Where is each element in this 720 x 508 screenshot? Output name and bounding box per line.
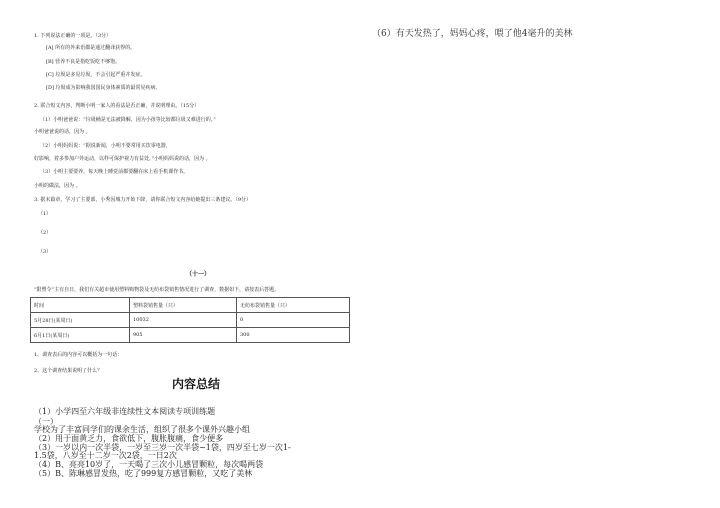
- question-1-option-d: [D] 垃圾成为影响我国国民身体素质的最常见疾病。: [46, 85, 161, 91]
- question-2-part-1: （1）小明爸爸说：“垃圾桶是无法被降解，因为小孩等比较都垃圾又难进行的。”: [40, 117, 216, 123]
- section-label: （十一）: [186, 271, 211, 278]
- question-2-part-1-answer: 小明爸爸说的话，因为 。: [34, 129, 91, 135]
- table-cell: 300: [237, 328, 350, 343]
- table-cell: 0: [237, 313, 350, 328]
- table-header-row: [31, 298, 350, 313]
- sales-table: [30, 297, 350, 343]
- summary-title: 内容总结: [172, 377, 221, 391]
- question-3-blank-3: （3）: [38, 249, 52, 255]
- after-table-question-2: 2、这个调查结果说明了什么？: [34, 368, 103, 374]
- summary-line: （2）用于面黄乏力，食欲低下，腹胀腹痛，食少便多: [34, 434, 224, 443]
- table-row: [31, 328, 350, 343]
- question-3-blank-1: （1）: [38, 211, 52, 217]
- table-header-cell: 无纺布袋销售量（只）: [237, 298, 350, 313]
- table-cell: 905: [130, 328, 237, 343]
- section-intro: “限塑令”主有自日，我们有关超市使用塑料购物袋及无纺布袋销售情况进行了调查，数据如下，请按表后答题。: [34, 287, 280, 293]
- question-2-part-2-continued: 好影响，着多参加户外运动，以样可保护视力有益处。”小明妈妈说的话，因为 。: [34, 156, 211, 162]
- summary-line: （3）一岁以内一次半袋，一岁至三岁一次半袋~1袋，四岁至七岁一次1-: [34, 443, 291, 452]
- table-header-cell: 时间: [31, 298, 130, 313]
- summary-line: （4）B、亮亮10岁了，一天喝了三次小儿感冒颗粒，每次喝两袋: [34, 460, 264, 469]
- question-3-blank-2: （2）: [38, 230, 52, 236]
- question-3-stem: 3. 据末篇章，学习了主要部，小秀因城力开始下降，请你联合短文内容给她提出三条建议。（9分）: [34, 197, 252, 203]
- question-1-option-b: [B] 营养不良是指吃饭吃不够饱。: [46, 59, 121, 65]
- question-2-part-3: （3）小明主要要养，每天晚上睡觉前都要翻在床上看手机课作书。: [40, 169, 189, 175]
- table-cell: 6月1日(某周日): [31, 328, 130, 343]
- question-2-part-2: （2）小明妈妈说：“据说新闻，小明不要常用买饮零电器，: [40, 143, 171, 149]
- table-header-cell: 塑料袋销售量（只）: [130, 298, 237, 313]
- question-2-stem: 2. 联合短文内容，判断小明一家人的看法是否正确，并说明理由。（15分）: [34, 103, 200, 109]
- question-1-option-c: [C] 垃圾是多见垃圾，不会引起严重并发症。: [46, 72, 146, 78]
- summary-line: 学校为了丰富同学们的课余生活，组织了很多个课外兴趣小组: [34, 425, 250, 434]
- summary-line: 1.5袋，八岁至十二岁一次2袋，一日2次: [34, 451, 177, 460]
- question-1-stem: 1. 下列说法正确的一项是。（3分）: [34, 33, 112, 39]
- table-cell: 5月28日(某周日): [31, 313, 130, 328]
- summary-line: （5）B、陈琳感冒发热，吃了999复方感冒颗粒，又吃了美林: [34, 469, 253, 478]
- question-1-option-a: [A] 所有的外来语都是通过翻译获得的。: [46, 45, 136, 51]
- right-column-line-6: （6）有天发热了，妈妈心疼，喂了他4毫升的美林: [372, 29, 573, 39]
- table-row: [31, 313, 350, 328]
- summary-line: （1）小学四至六年级非连续性文本阅读专项训练题: [34, 407, 216, 416]
- summary-line: （一）: [34, 417, 58, 426]
- table-cell: 10032: [130, 313, 237, 328]
- after-table-question-1: 1、调查表后的内容可以概括为一句话：: [34, 352, 123, 358]
- question-2-part-3-answer: 小明的做法，因为 。: [34, 183, 81, 189]
